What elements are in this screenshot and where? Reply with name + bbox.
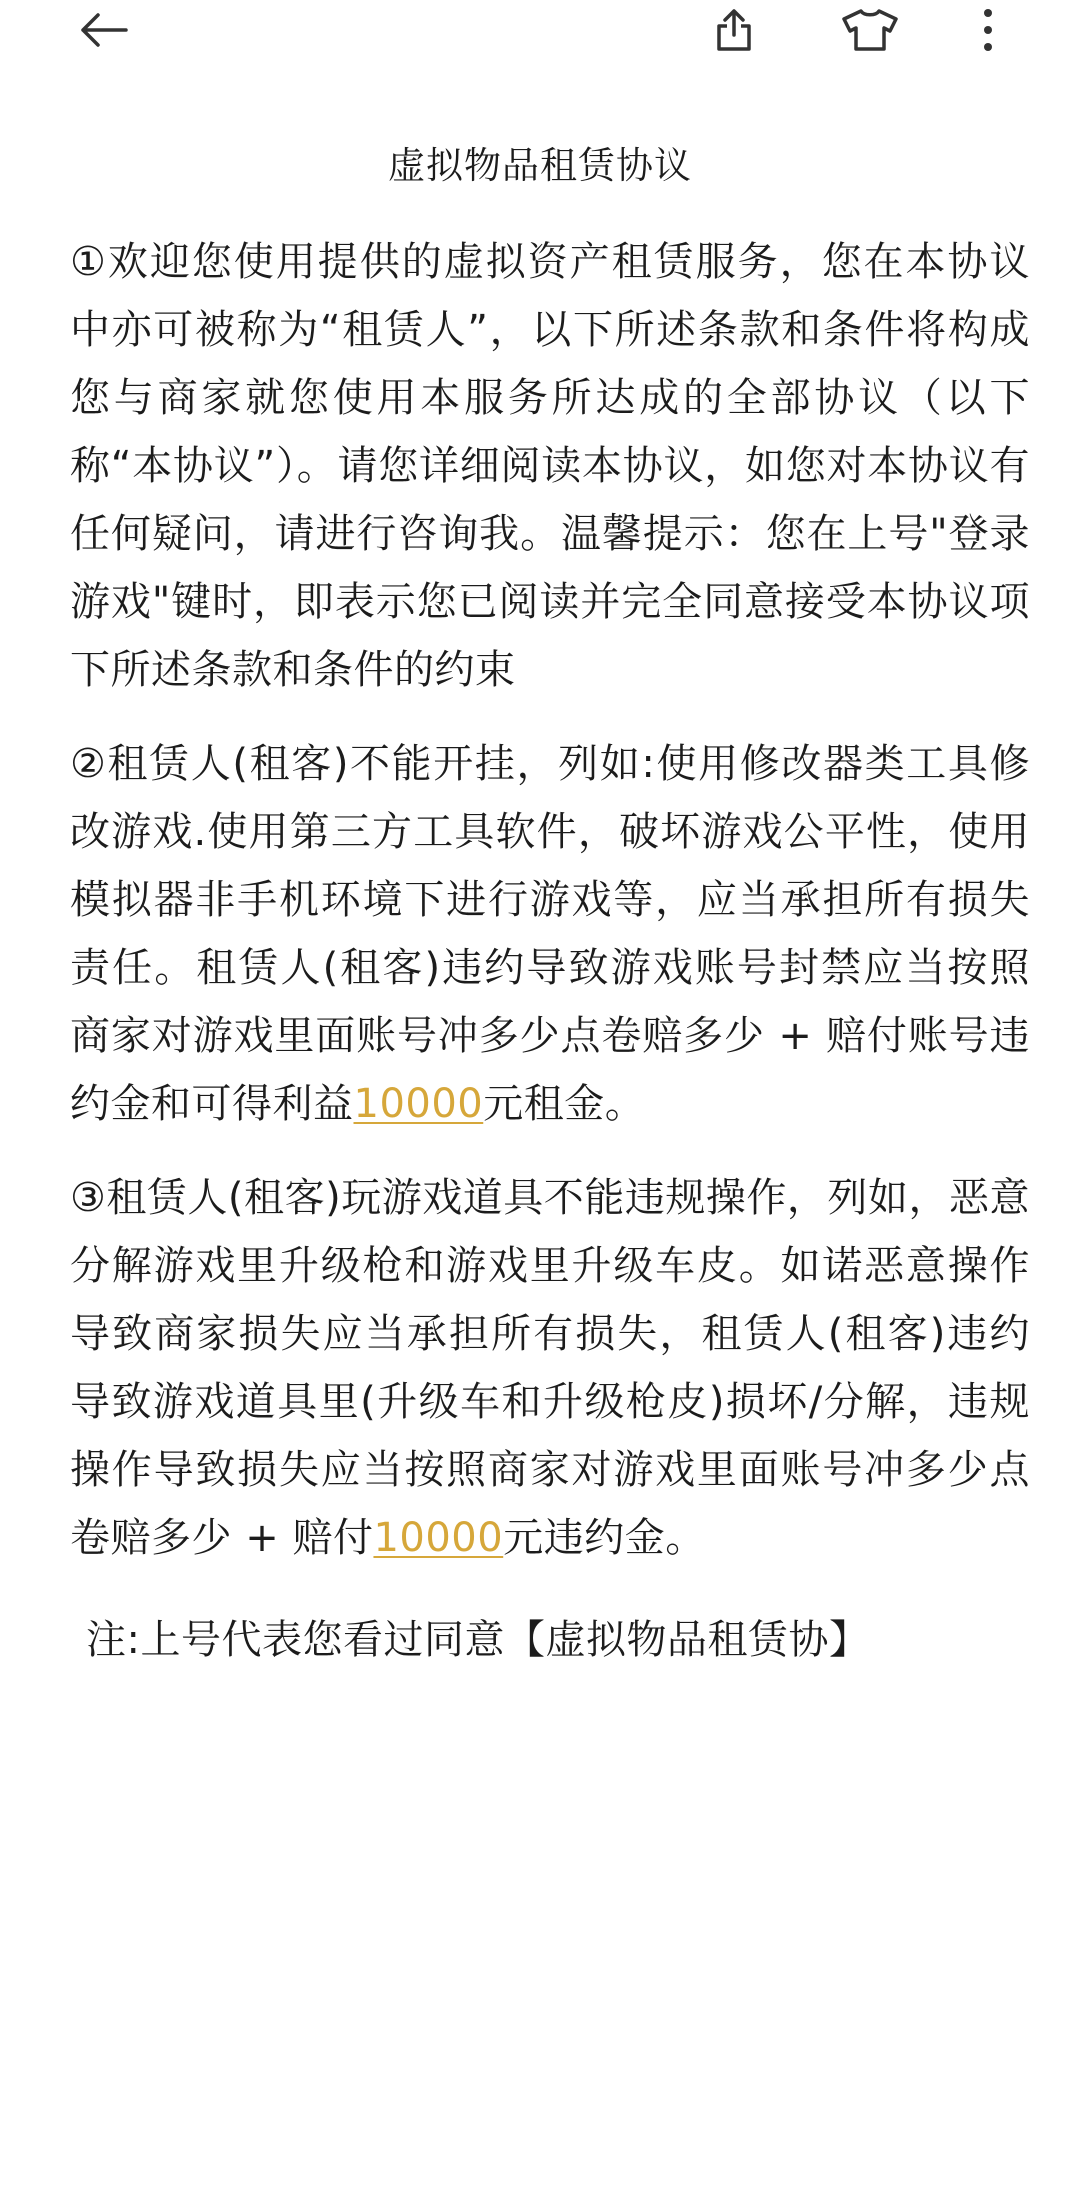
clause-1: ①欢迎您使用提供的虚拟资产租赁服务，您在本协议中亦可被称为“租赁人”，以下所述条款和条件将构成您与商家就您使用本服务所达成的全部协议（以下称“本协议”）。请您详细阅读本协议，如您对本协议有任何疑问，请进行咨询我。温馨提示：您在上号"登录游戏"键时，即表示您已阅读并完全同意接受本协议项下所述条款和条件的约束 bbox=[70, 239, 1030, 693]
clause-2-suffix: 元租金。 bbox=[483, 1081, 646, 1127]
penalty-amount: 10000 bbox=[353, 1081, 484, 1127]
tshirt-icon bbox=[841, 8, 899, 52]
arrow-left-icon bbox=[80, 13, 128, 47]
clause-3-text: ③租赁人(租客)玩游戏道具不能违规操作，列如，恶意分解游戏里升级枪和游戏里升级车皮。如诺恶意操作导致商家损失应当承担所有损失，租赁人(租客)违约导致游戏道具里(升级车和升级枪皮)损坏/分解，违规操作导致损失应当按照商家对游戏里面账号冲多少点卷赔多少 + 赔付 bbox=[70, 1175, 1030, 1561]
clause-2-text: ②租赁人(租客)不能开挂，列如:使用修改器类工具修改游戏.使用第三方工具软件，破坏游戏公平性，使用模拟器非手机环境下进行游戏等，应当承担所有损失责任。租赁人(租客)违约导致游戏账号封禁应当按照商家对游戏里面账号冲多少点卷赔多少 + 赔付账号违约金和可得利益 bbox=[70, 741, 1030, 1127]
more-vertical-icon bbox=[983, 7, 993, 53]
share-icon bbox=[714, 7, 754, 53]
penalty-amount: 10000 bbox=[373, 1515, 504, 1561]
skin-button[interactable] bbox=[830, 0, 910, 60]
clause-2 bbox=[70, 730, 1030, 1138]
top-app-bar bbox=[0, 0, 1080, 64]
clause-3-suffix: 元违约金。 bbox=[503, 1515, 706, 1561]
footer-note: 注:上号代表您看过同意【虚拟物品租赁协】 bbox=[86, 1617, 870, 1663]
agreement-body bbox=[70, 228, 1030, 1674]
more-options-button[interactable] bbox=[968, 0, 1008, 60]
share-button[interactable] bbox=[702, 0, 766, 60]
back-button[interactable] bbox=[68, 0, 140, 60]
clause-3 bbox=[70, 1164, 1030, 1572]
document-title: 虚拟物品租赁协议 bbox=[388, 144, 692, 187]
